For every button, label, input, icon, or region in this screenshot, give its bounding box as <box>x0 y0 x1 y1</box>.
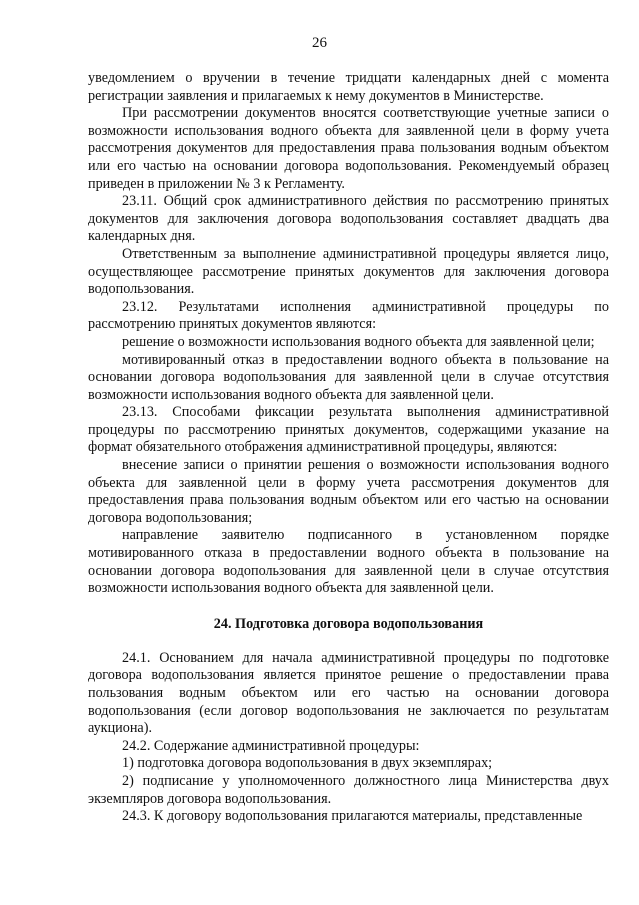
paragraph: 24.2. Содержание административной процедуры: <box>122 737 420 754</box>
section-heading: 24. Подготовка договора водопользования <box>213 615 484 632</box>
paragraph: 2) подписание у уполномоченного должностного лица Министерства двух экземпляров договора водопользования. <box>88 772 609 807</box>
paragraph: 23.11. Общий срок административного действия по рассмотрению принятых документов для заключения договора водопользования составляет двадцать два календарных дня. <box>88 193 609 245</box>
paragraph: 24.1. Основанием для начала административной процедуры по подготовке договора водопользования является принятое решение о предоставлении права пользования водным объектом или его частью на основании договора водопользования (если договор водопользования не заключается по результатам аукциона). <box>88 649 609 737</box>
page-number: 26 <box>312 35 327 51</box>
paragraph: 24.3. К договору водопользования прилагаются материалы, представленные <box>122 808 583 825</box>
paragraph: внесение записи о принятии решения о возможности использования водного объекта для заявленной цели в форму учета рассмотрения документов для предоставления права пользования водным объектом или его частью на основании договора водопользования; <box>88 457 609 526</box>
paragraph: При рассмотрении документов вносятся соответствующие учетные записи о возможности использования водного объекта для заявленной цели в форму учета рассмотрения документов для предоставления права пользования водным объектом или его частью на основании договора водопользования. Рекомендуемый образец приведен в приложении № 3 к Регламенту. <box>88 105 609 192</box>
document-body <box>88 70 609 826</box>
paragraph: направление заявителю подписанного в установленном порядке мотивированного отказа в предоставлении водного объекта в пользование на основании договора водопользования для заявленной цели в случае отсутствия возможности использования водного объекта для заявленной цели. <box>88 527 609 597</box>
paragraph: мотивированный отказ в предоставлении водного объекта в пользование на основании договора водопользования для заявленной цели в случае отсутствия возможности использования водного объекта для заявленной цели. <box>88 351 609 403</box>
paragraph: уведомлением о вручении в течение тридцати календарных дней с момента регистрации заявления и прилагаемых к нему документов в Министерстве. <box>88 70 609 104</box>
paragraph: решение о возможности использования водного объекта для заявленной цели; <box>122 333 595 350</box>
paragraph: Ответственным за выполнение административной процедуры является лицо, осуществляющее рассмотрение принятых документов для заключения договора водопользования. <box>88 245 609 298</box>
paragraph: 23.12. Результатами исполнения административной процедуры по рассмотрению принятых документов являются: <box>88 298 609 333</box>
paragraph: 1) подготовка договора водопользования в двух экземплярах; <box>122 755 493 772</box>
paragraph: 23.13. Способами фиксации результата выполнения административной процедуры по рассмотрению принятых документов, содержащими указание на формат обязательного отображения административной процедуры, являются: <box>88 404 609 456</box>
